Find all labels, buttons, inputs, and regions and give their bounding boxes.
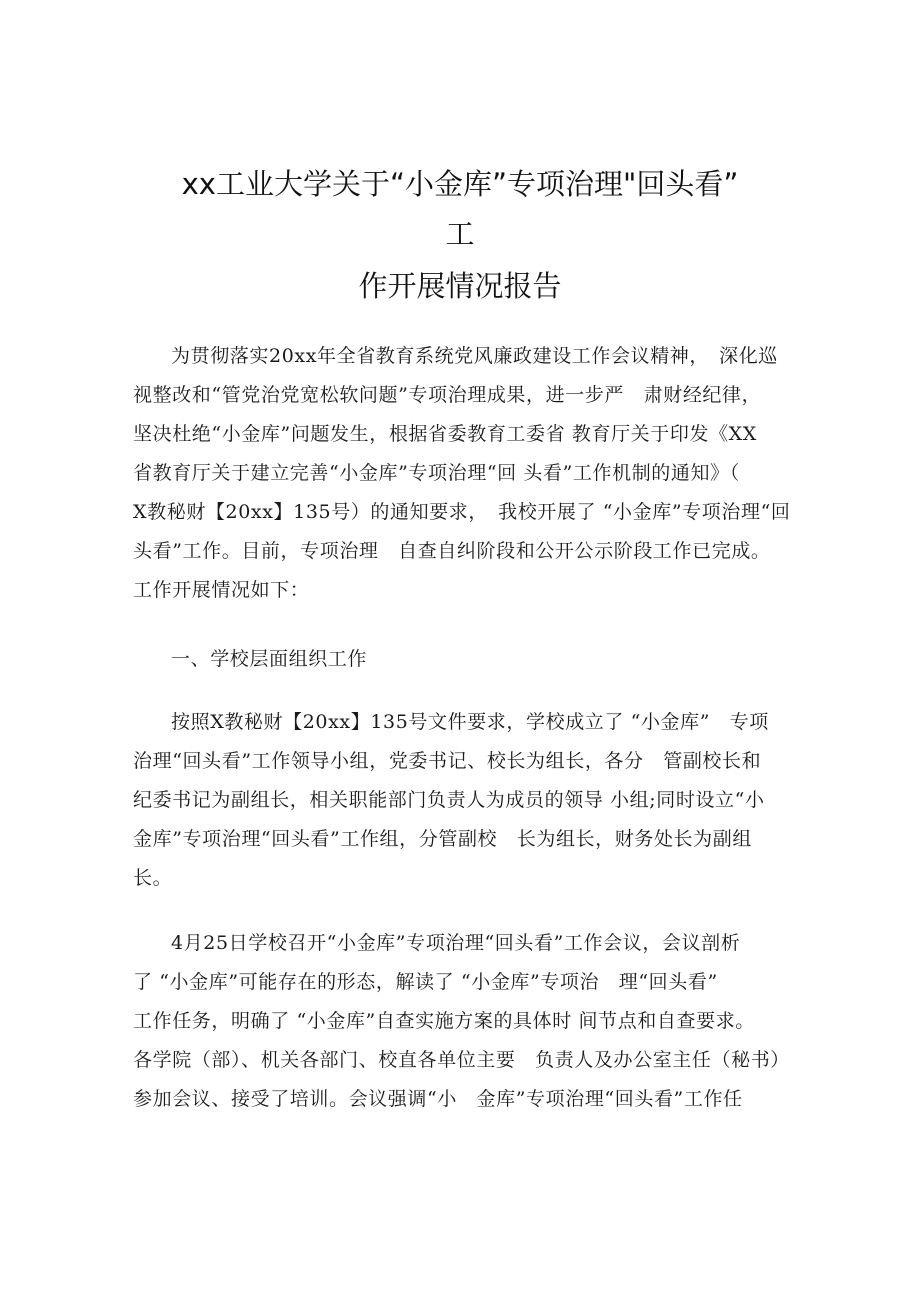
text-line: 按照X教秘财【20xx】135号文件要求，学校成立了 “小金库” 专项 — [171, 711, 769, 733]
section-heading-text: 一、学校层面组织工作 — [171, 648, 368, 670]
text-line: 各学院（部）、机关各部门、校直各单位主要 负责人及办公室主任（秘书） — [133, 1049, 790, 1071]
text-line: 视整改和“管党治党宽松软问题”专项治理成果，进一步严 肃财经纪律， — [133, 384, 762, 406]
paragraph-intro — [133, 337, 813, 610]
paragraph-organization — [133, 703, 813, 898]
text-line: 工作任务，明确了 “小金库”自查实施方案的具体时 间节点和自查要求。 — [133, 1010, 755, 1032]
text-line: 坚决杜绝“小金库”问题发生，根据省委教育工委省 教育厅关于印发《XX — [133, 423, 757, 445]
document-title-line-3: 作开展情况报告 — [358, 269, 562, 303]
text-line: 为贯彻落实20xx年全省教育系统党风廉政建设工作会议精神， 深化巡 — [171, 345, 778, 367]
document-title-line-1: xx工业大学关于“小金库”专项治理"回头看” — [181, 167, 739, 201]
paragraph-meeting — [133, 924, 813, 1119]
text-line: 参加会议、接受了培训。会议强调“小 金库”专项治理“回头看”工作任 — [133, 1088, 743, 1110]
text-line: 金库”专项治理“回头看”工作组，分管副校 长为组长，财务处长为副组 — [133, 828, 752, 850]
document-title-line-2: 工 — [445, 217, 475, 251]
text-line: X教秘财【20xx】135号）的通知要求， 我校开展了 “小金库”专项治理“回 — [133, 501, 791, 523]
text-line: 省教育厅关于建立完善“小金库”专项治理“回 头看”工作机制的通知》（ — [133, 462, 740, 484]
text-line: 纪委书记为副组长，相关职能部门负责人为成员的领导 小组;同时设立“小 — [133, 789, 765, 811]
section-heading — [133, 640, 813, 679]
text-line: 4月25日学校召开“小金库”专项治理“回头看”工作会议，会议剖析 — [171, 932, 741, 954]
text-line: 了 “小金库”可能存在的形态，解读了 “小金库”专项治 理“回头看” — [133, 971, 718, 993]
text-line: 长。 — [133, 867, 173, 889]
text-line: 头看”工作。目前，专项治理 自查自纠阶段和公开公示阶段工作已完成。 — [133, 540, 771, 562]
text-line: 工作开展情况如下： — [133, 579, 310, 601]
text-line: 治理“回头看”工作领导小组，党委书记、校长为组长，各分 管副校长和 — [133, 750, 762, 772]
